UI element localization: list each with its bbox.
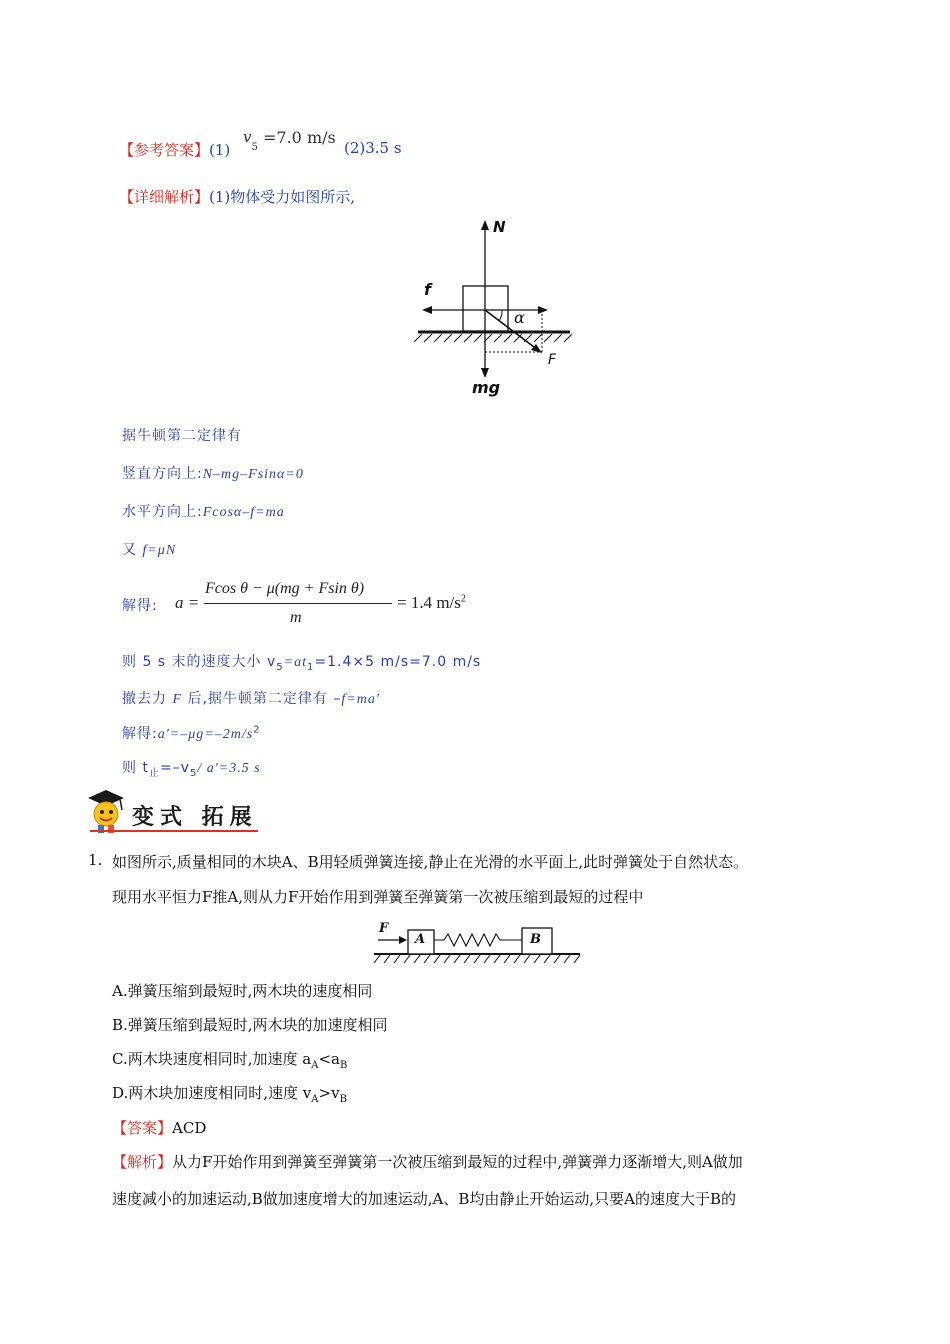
step-newton: 据牛顿第二定律有 [122,428,242,444]
step-remove-force: 撤去力 F 后,据牛顿第二定律有 –f=ma′ [122,691,380,707]
analysis-label: 【详细解析】 [119,188,210,206]
label-mg: mg [472,378,501,397]
analysis-line [119,186,355,207]
question-number: 1. [88,851,103,869]
formula-rhs: = 1.4 $m/s^2$ [397,593,466,612]
answer-value: ACD [172,1119,207,1137]
formula-lhs: a = [175,593,200,612]
question-line1: 如图所示,质量相同的木块A、B用轻质弹簧连接,静止在光滑的水平面上,此时弹簧处于自然状态。 [112,853,749,871]
explanation-line1: 【解析】从力F开始作用到弹簧至弹簧第一次被压缩到最短的过程中,弹簧弹力逐渐增大,则A做加 [112,1153,743,1171]
banner-title: 变式 拓展 [132,804,258,830]
answer-reference-label: 【参考答案】 [119,141,210,159]
step-stop-time: 则 $t_止=-v_5/$ a′=3.5 s [122,760,261,779]
answer-part2: (2)3.5 s [344,139,402,157]
fig-label-B: B [530,932,541,947]
step-decel: 解得$:a'=-\mu g=-2m/s^2$ [122,724,261,742]
force-diagram [410,212,580,402]
step-solve-prefix: 解得: [122,598,158,614]
step-velocity: 则 5 s 末的速度大小 $v_5=at_1=1.4\times 5$ m/s=7.0 m/s [122,654,482,673]
step-friction: 又 f=μN [122,542,177,558]
formula-numerator: Fcos θ − μ(mg + Fsin θ) [205,580,365,597]
option-B: B.弹簧压缩到最短时,两木块的加速度相同 [112,1016,388,1034]
answer-part1: (1) [209,141,231,159]
explanation-line2: 速度减小的加速运动,B做加速度增大的加速运动,A、B均由静止开始运动,只要A的速度大于B的 [112,1190,737,1208]
answer-reference-line [119,139,230,160]
fig-label-F: F [379,921,389,936]
spring [434,934,522,946]
mascot-icon [84,786,132,834]
question-answer [112,1117,206,1138]
ground-hatch [414,334,572,342]
label-N: N [493,218,506,236]
option-C: C.两木块速度相同时,加速度 $a_A<a_B$ [112,1050,348,1071]
label-f: f [424,280,431,299]
answer-label: 【答案】 [112,1119,173,1137]
spring-figure [372,920,584,966]
label-alpha: α [514,308,525,327]
label-F: F [548,352,557,368]
fraction-bar [204,603,392,604]
v5-value: =7.0 m/s [263,128,336,147]
option-A: A.弹簧压缩到最短时,两木块的速度相同 [112,982,373,1000]
explanation-label: 【解析】 [112,1153,173,1171]
analysis-intro: (1)物体受力如图所示, [209,188,356,206]
step-horizontal: 水平方向上:Fcosα–f=ma [122,504,285,520]
step-vertical: 竖直方向上:N–mg–Fsinα=0 [122,466,304,482]
v5-symbol: $v_5$ [243,128,258,153]
question-line2: 现用水平恒力F推A,则从力F开始作用到弹簧至弹簧第一次被压缩到最短的过程中 [112,888,644,906]
formula-denominator: m [290,609,302,626]
fig-label-A: A [415,932,426,947]
banner-underline [90,830,258,832]
option-D: D.两木块加速度相同时,速度 $v_A>v_B$ [112,1084,347,1105]
